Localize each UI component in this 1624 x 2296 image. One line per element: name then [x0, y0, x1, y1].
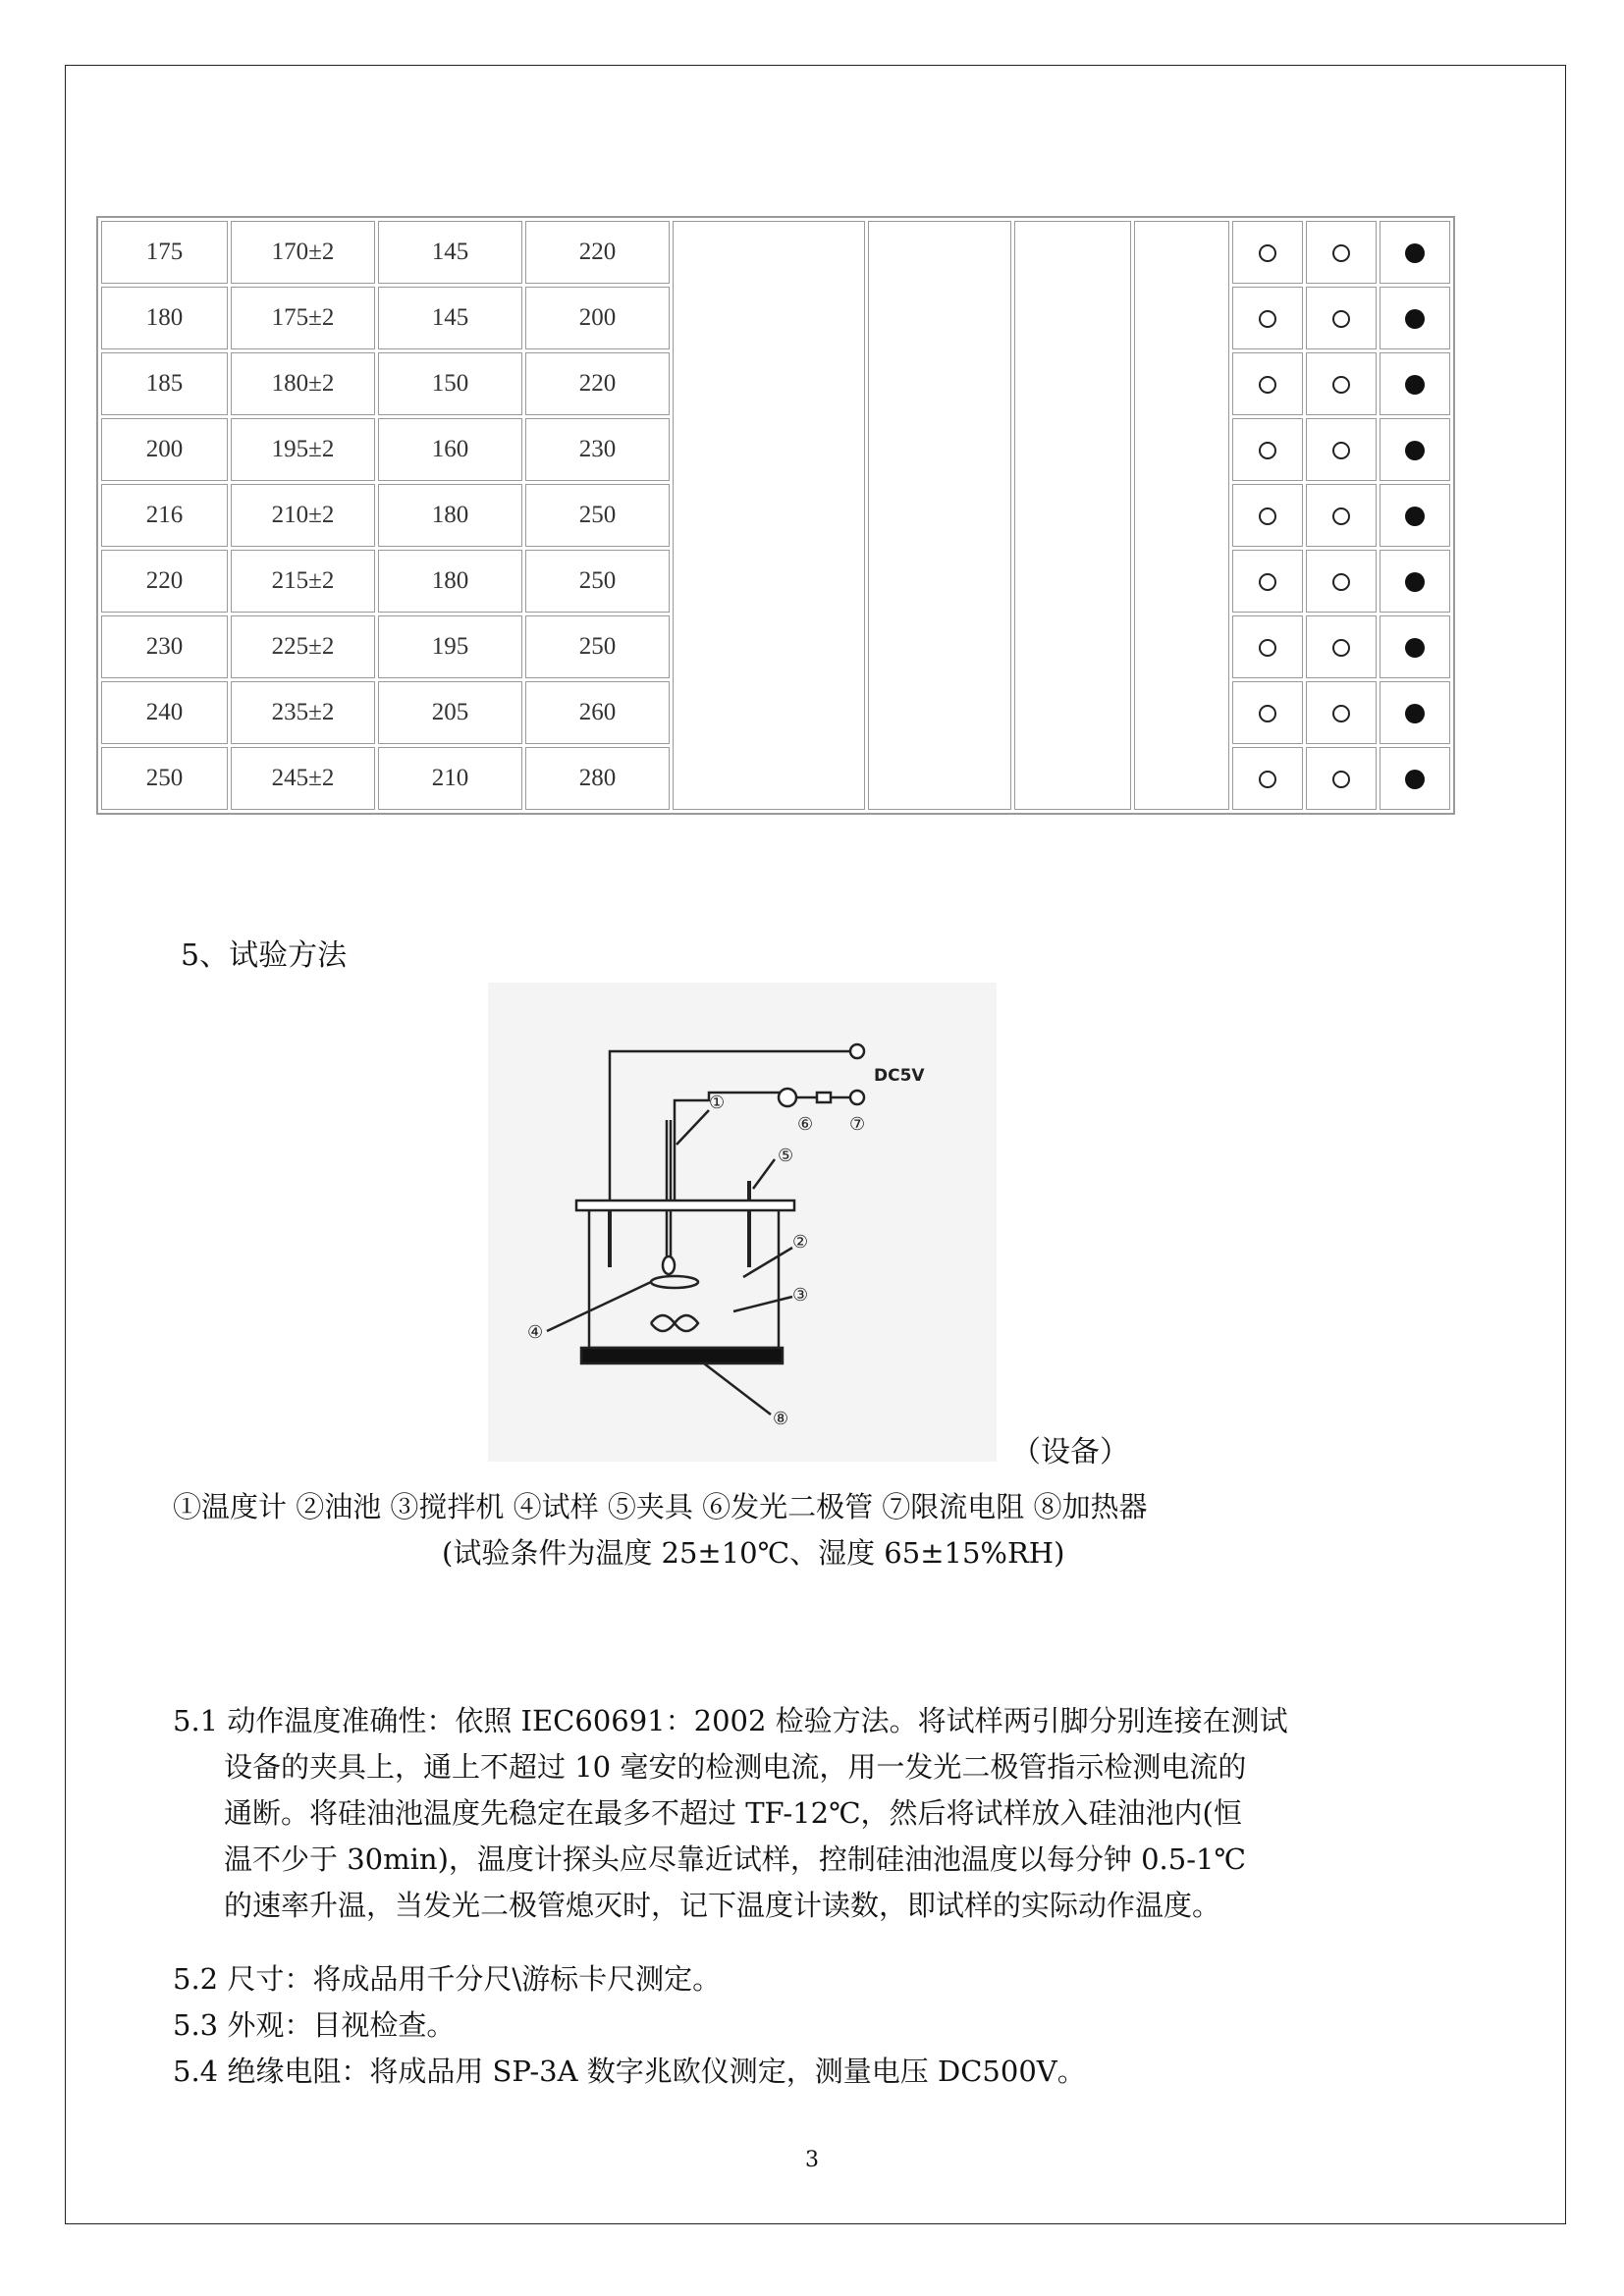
mark-cell	[1232, 352, 1303, 415]
table-cell: 145	[378, 221, 522, 284]
mark-cell	[1306, 484, 1377, 547]
mark-cell	[1232, 484, 1303, 547]
mark-cell	[1232, 747, 1303, 810]
table-cell: 200	[525, 287, 670, 349]
mark-cell	[1306, 352, 1377, 415]
table-cell: 160	[378, 418, 522, 481]
callout-1: ①	[709, 1093, 726, 1113]
open-circle-icon	[1259, 310, 1276, 328]
table-cell: 170±2	[231, 221, 375, 284]
filled-circle-icon	[1405, 572, 1425, 592]
filled-circle-icon	[1405, 309, 1425, 329]
open-circle-icon	[1332, 244, 1350, 262]
table-cell: 195±2	[231, 418, 375, 481]
temperature-spec-table	[96, 216, 1455, 815]
figure-caption: （设备）	[1011, 1435, 1129, 1469]
mark-cell	[1306, 747, 1377, 810]
equipment-diagram	[488, 983, 997, 1462]
callout-5: ⑤	[778, 1146, 794, 1166]
table-cell: 175	[101, 221, 228, 284]
page-number: 3	[805, 2148, 819, 2172]
open-circle-icon	[1332, 376, 1350, 394]
led	[779, 1089, 796, 1106]
table-cell: 225±2	[231, 615, 375, 678]
table-cell: 150	[378, 352, 522, 415]
filled-circle-icon	[1405, 638, 1425, 658]
mark-cell	[1232, 681, 1303, 744]
table-cell: 205	[378, 681, 522, 744]
mark-cell	[1380, 484, 1450, 547]
table-cell: 245±2	[231, 747, 375, 810]
open-circle-icon	[1332, 310, 1350, 328]
table-cell: 240	[101, 681, 228, 744]
table-cell: 145	[378, 287, 522, 349]
paragraph-5-3: 5.3 外观：目视检查。	[173, 2008, 456, 2042]
table-cell: 195	[378, 615, 522, 678]
mark-cell	[1306, 221, 1377, 284]
mark-cell	[1306, 681, 1377, 744]
paragraph-5-4: 5.4 绝缘电阻：将成品用 SP-3A 数字兆欧仪测定，测量电压 DC500V。	[173, 2055, 1086, 2088]
table-cell: 185	[101, 352, 228, 415]
table-cell: 250	[525, 484, 670, 547]
callout-4: ④	[527, 1322, 544, 1343]
para-line: 通断。将硅油池温度先稳定在最多不超过 TF-12℃，然后将试样放入硅油池内(恒	[224, 1796, 1242, 1830]
table-cell: 250	[101, 747, 228, 810]
callout-6: ⑥	[797, 1114, 814, 1135]
mark-cell	[1380, 550, 1450, 613]
table-cell: 260	[525, 681, 670, 744]
mark-cell	[1380, 615, 1450, 678]
callout-2: ②	[792, 1232, 809, 1253]
table-cell: 220	[101, 550, 228, 613]
terminal-bottom	[850, 1091, 864, 1104]
open-circle-icon	[1259, 639, 1276, 657]
open-circle-icon	[1259, 771, 1276, 788]
mark-cell	[1232, 615, 1303, 678]
empty-merged-cell	[1134, 221, 1229, 810]
open-circle-icon	[1332, 573, 1350, 591]
wire-led	[675, 1093, 783, 1205]
table-cell: 180	[101, 287, 228, 349]
para-line: 设备的夹具上，通上不超过 10 毫安的检测电流，用一发光二极管指示检测电流的	[224, 1750, 1247, 1784]
open-circle-icon	[1259, 705, 1276, 722]
table-cell: 220	[525, 221, 670, 284]
mark-cell	[1232, 418, 1303, 481]
para-line: 的速率升温，当发光二极管熄灭时，记下温度计读数，即试样的实际动作温度。	[224, 1889, 1221, 1922]
table-cell: 210	[378, 747, 522, 810]
open-circle-icon	[1259, 442, 1276, 459]
callout-7: ⑦	[849, 1114, 866, 1135]
table-cell: 220	[525, 352, 670, 415]
table-row	[101, 221, 1450, 284]
para-line: 5.1 动作温度准确性：依照 IEC60691：2002 检验方法。将试样两引脚分别连接在测试	[173, 1704, 1288, 1737]
open-circle-icon	[1332, 771, 1350, 788]
empty-merged-cell	[673, 221, 865, 810]
mark-cell	[1380, 681, 1450, 744]
filled-circle-icon	[1405, 441, 1425, 460]
table-cell: 180±2	[231, 352, 375, 415]
heater	[581, 1348, 783, 1363]
filled-circle-icon	[1405, 770, 1425, 789]
terminal-top	[850, 1044, 864, 1058]
filled-circle-icon	[1405, 507, 1425, 526]
table-cell: 250	[525, 615, 670, 678]
table-cell: 230	[101, 615, 228, 678]
table-cell: 250	[525, 550, 670, 613]
para-line: 温不少于 30min)，温度计探头应尽靠近试样，控制硅油池温度以每分钟 0.5-1℃	[224, 1842, 1246, 1876]
table-cell: 235±2	[231, 681, 375, 744]
table-cell: 280	[525, 747, 670, 810]
filled-circle-icon	[1405, 243, 1425, 263]
wire-top	[610, 1051, 851, 1205]
mark-cell	[1380, 221, 1450, 284]
open-circle-icon	[1332, 639, 1350, 657]
callout-3: ③	[792, 1285, 809, 1306]
table-cell: 230	[525, 418, 670, 481]
mark-cell	[1380, 287, 1450, 349]
callout-8: ⑧	[773, 1409, 789, 1429]
table-cell: 180	[378, 484, 522, 547]
voltage-label: DC5V	[874, 1066, 925, 1086]
paragraph-5-1	[173, 1698, 1395, 1929]
resistor	[817, 1093, 831, 1102]
open-circle-icon	[1259, 507, 1276, 525]
table-cell: 210±2	[231, 484, 375, 547]
mark-cell	[1232, 550, 1303, 613]
open-circle-icon	[1259, 376, 1276, 394]
mark-cell	[1306, 550, 1377, 613]
mark-cell	[1380, 418, 1450, 481]
mark-cell	[1306, 287, 1377, 349]
section-title: 5、试验方法	[181, 938, 348, 973]
table-cell: 200	[101, 418, 228, 481]
filled-circle-icon	[1405, 375, 1425, 395]
open-circle-icon	[1259, 244, 1276, 262]
oil-bath-lid	[576, 1201, 794, 1210]
mark-cell	[1306, 418, 1377, 481]
sample	[651, 1276, 698, 1288]
mark-cell	[1380, 352, 1450, 415]
filled-circle-icon	[1405, 704, 1425, 723]
open-circle-icon	[1332, 442, 1350, 459]
figure-legend: ①温度计 ②油池 ③搅拌机 ④试样 ⑤夹具 ⑥发光二极管 ⑦限流电阻 ⑧加热器	[173, 1490, 1148, 1523]
open-circle-icon	[1332, 507, 1350, 525]
empty-merged-cell	[1014, 221, 1131, 810]
table-cell: 175±2	[231, 287, 375, 349]
mark-cell	[1380, 747, 1450, 810]
table-cell: 216	[101, 484, 228, 547]
test-equipment-figure	[488, 983, 997, 1462]
empty-merged-cell	[868, 221, 1011, 810]
mark-cell	[1232, 287, 1303, 349]
open-circle-icon	[1259, 573, 1276, 591]
table-cell: 180	[378, 550, 522, 613]
mark-cell	[1232, 221, 1303, 284]
mark-cell	[1306, 615, 1377, 678]
test-conditions: (试验条件为温度 25±10℃、湿度 65±15%RH)	[442, 1536, 1065, 1570]
table-cell: 215±2	[231, 550, 375, 613]
stirrer	[651, 1315, 698, 1331]
open-circle-icon	[1332, 705, 1350, 722]
paragraph-5-2: 5.2 尺寸：将成品用千分尺\游标卡尺测定。	[173, 1962, 722, 1996]
